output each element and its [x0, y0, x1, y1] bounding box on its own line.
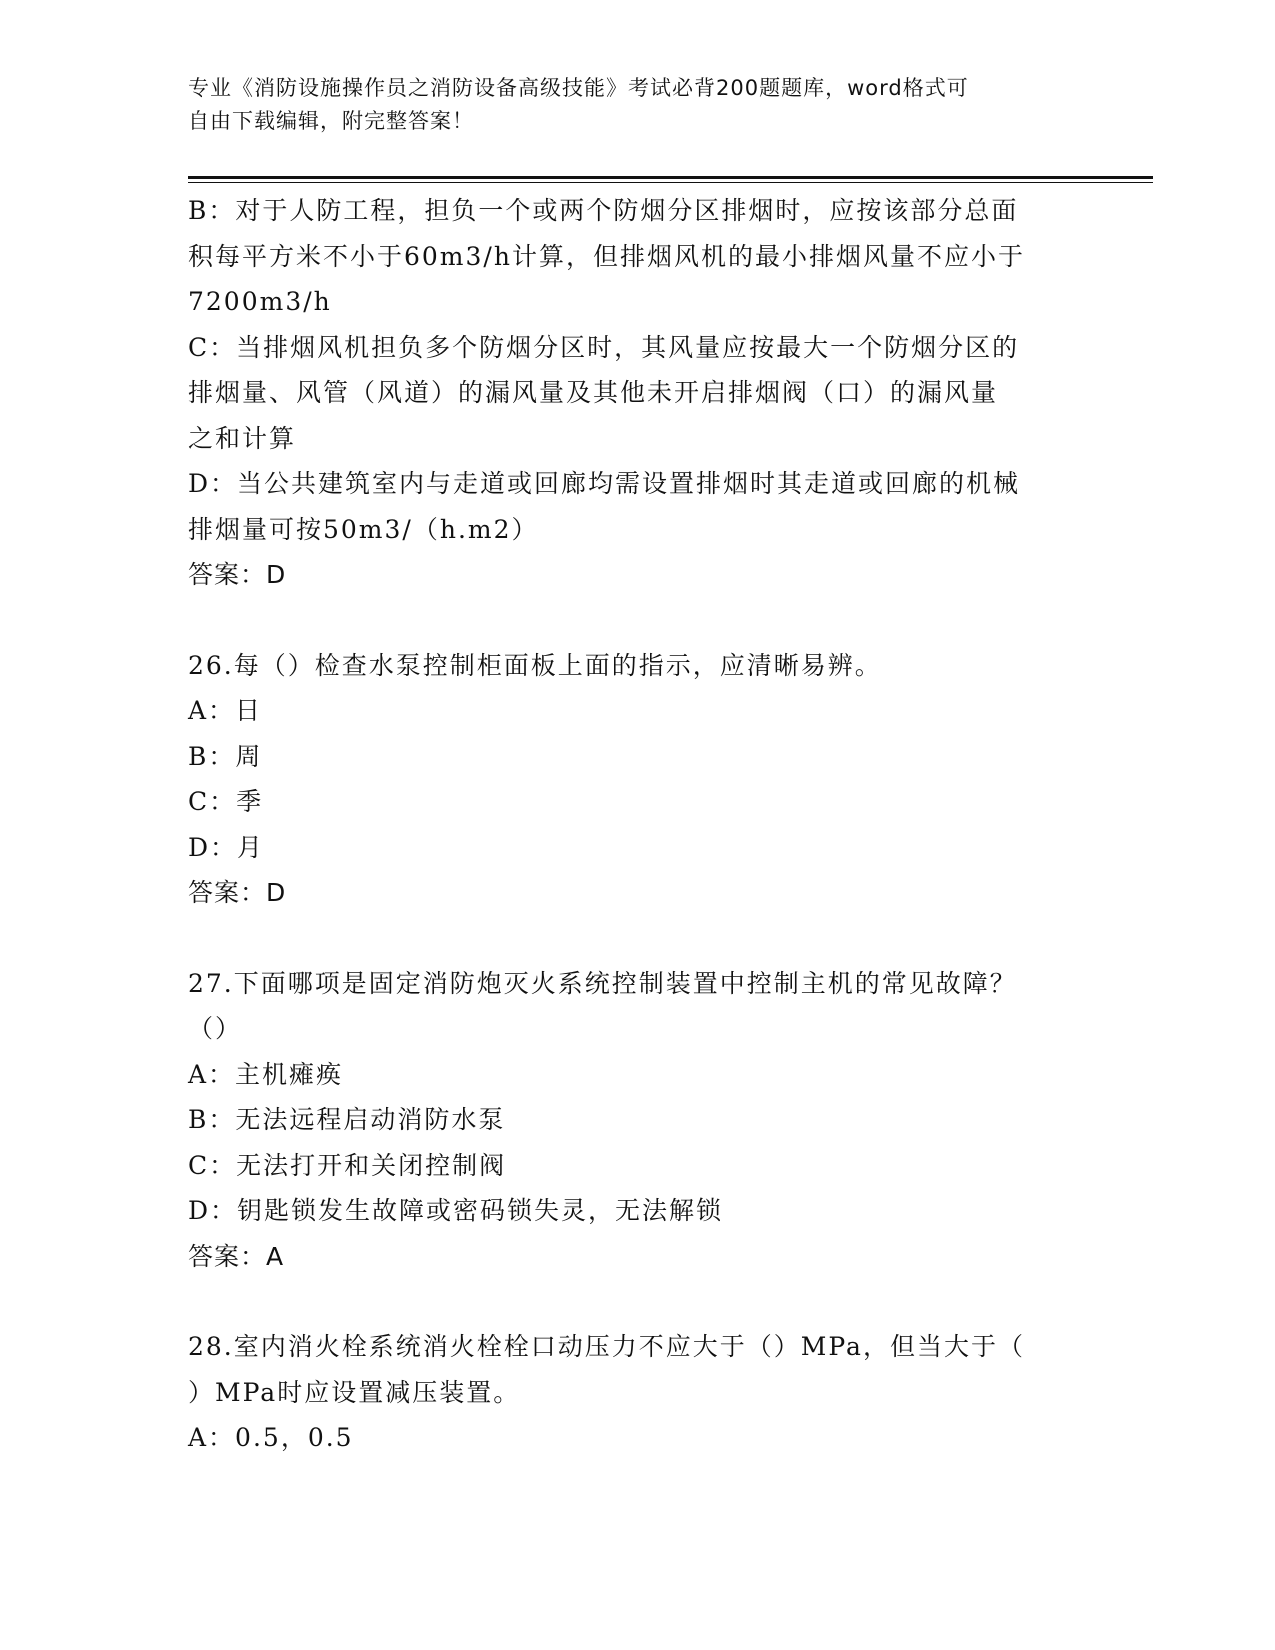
option-b: B：周: [188, 741, 263, 771]
option-c: C：无法打开和关闭控制阀: [188, 1150, 507, 1180]
option-d-line: 排烟量可按50m3/（h.m2）: [188, 514, 539, 544]
question-stem: 28.室内消火栓系统消火栓栓口动压力不应大于（）MPa，但当大于（: [188, 1332, 1025, 1361]
answer-line: 答案：A: [188, 1241, 285, 1271]
header-title-line-1: 专业《消防设施操作员之消防设备高级技能》考试必背200题题库，word格式可: [188, 76, 969, 100]
option-b: B：无法远程启动消防水泵: [188, 1105, 506, 1134]
question-stem: 26.每（）检查水泵控制柜面板上面的指示，应清晰易辨。: [188, 650, 882, 680]
continued-question: [188, 188, 1088, 598]
option-b-line: B：对于人防工程，担负一个或两个防烟分区排烟时，应按该部分总面: [188, 196, 1019, 225]
option-c: C：季: [188, 787, 264, 816]
question-stem: ）MPa时应设置减压装置。: [188, 1377, 521, 1407]
question-list: [188, 188, 1088, 1461]
answer-line: 答案：D: [188, 878, 287, 907]
option-c-line: 之和计算: [188, 423, 297, 453]
option-a: A：0.5，0.5: [188, 1423, 354, 1452]
question-26: [188, 643, 1088, 916]
option-a: A：日: [188, 696, 263, 725]
header-divider: [188, 176, 1153, 183]
option-b-line: 积每平方米不小于60m3/h计算，但排烟风机的最小排烟风量不应小于: [188, 241, 1025, 271]
option-c-line: 排烟量、风管（风道）的漏风量及其他未开启排烟阀（口）的漏风量: [188, 378, 999, 407]
option-b-line: 7200m3/h: [188, 287, 332, 316]
spacer: [188, 916, 1088, 961]
question-28: [188, 1324, 1088, 1461]
question-stem: （）: [188, 1014, 243, 1043]
header-title-line-2: 自由下载编辑，附完整答案！: [188, 109, 474, 133]
option-a: A：主机瘫痪: [188, 1059, 344, 1089]
question-27: [188, 961, 1088, 1280]
option-d-line: D：当公共建筑室内与走道或回廊均需设置排烟时其走道或回廊的机械: [188, 469, 1021, 498]
document-header: [188, 72, 1068, 138]
option-d: D：钥匙锁发生故障或密码锁失灵，无法解锁: [188, 1196, 724, 1225]
option-c-line: C：当排烟风机担负多个防烟分区时，其风量应按最大一个防烟分区的: [188, 332, 1020, 362]
question-stem: 27.下面哪项是固定消防炮灭火系统控制装置中控制主机的常见故障？: [188, 968, 1017, 998]
answer-line: 答案：D: [188, 560, 287, 589]
option-d: D：月: [188, 832, 265, 862]
spacer: [188, 1279, 1088, 1324]
spacer: [188, 598, 1088, 643]
